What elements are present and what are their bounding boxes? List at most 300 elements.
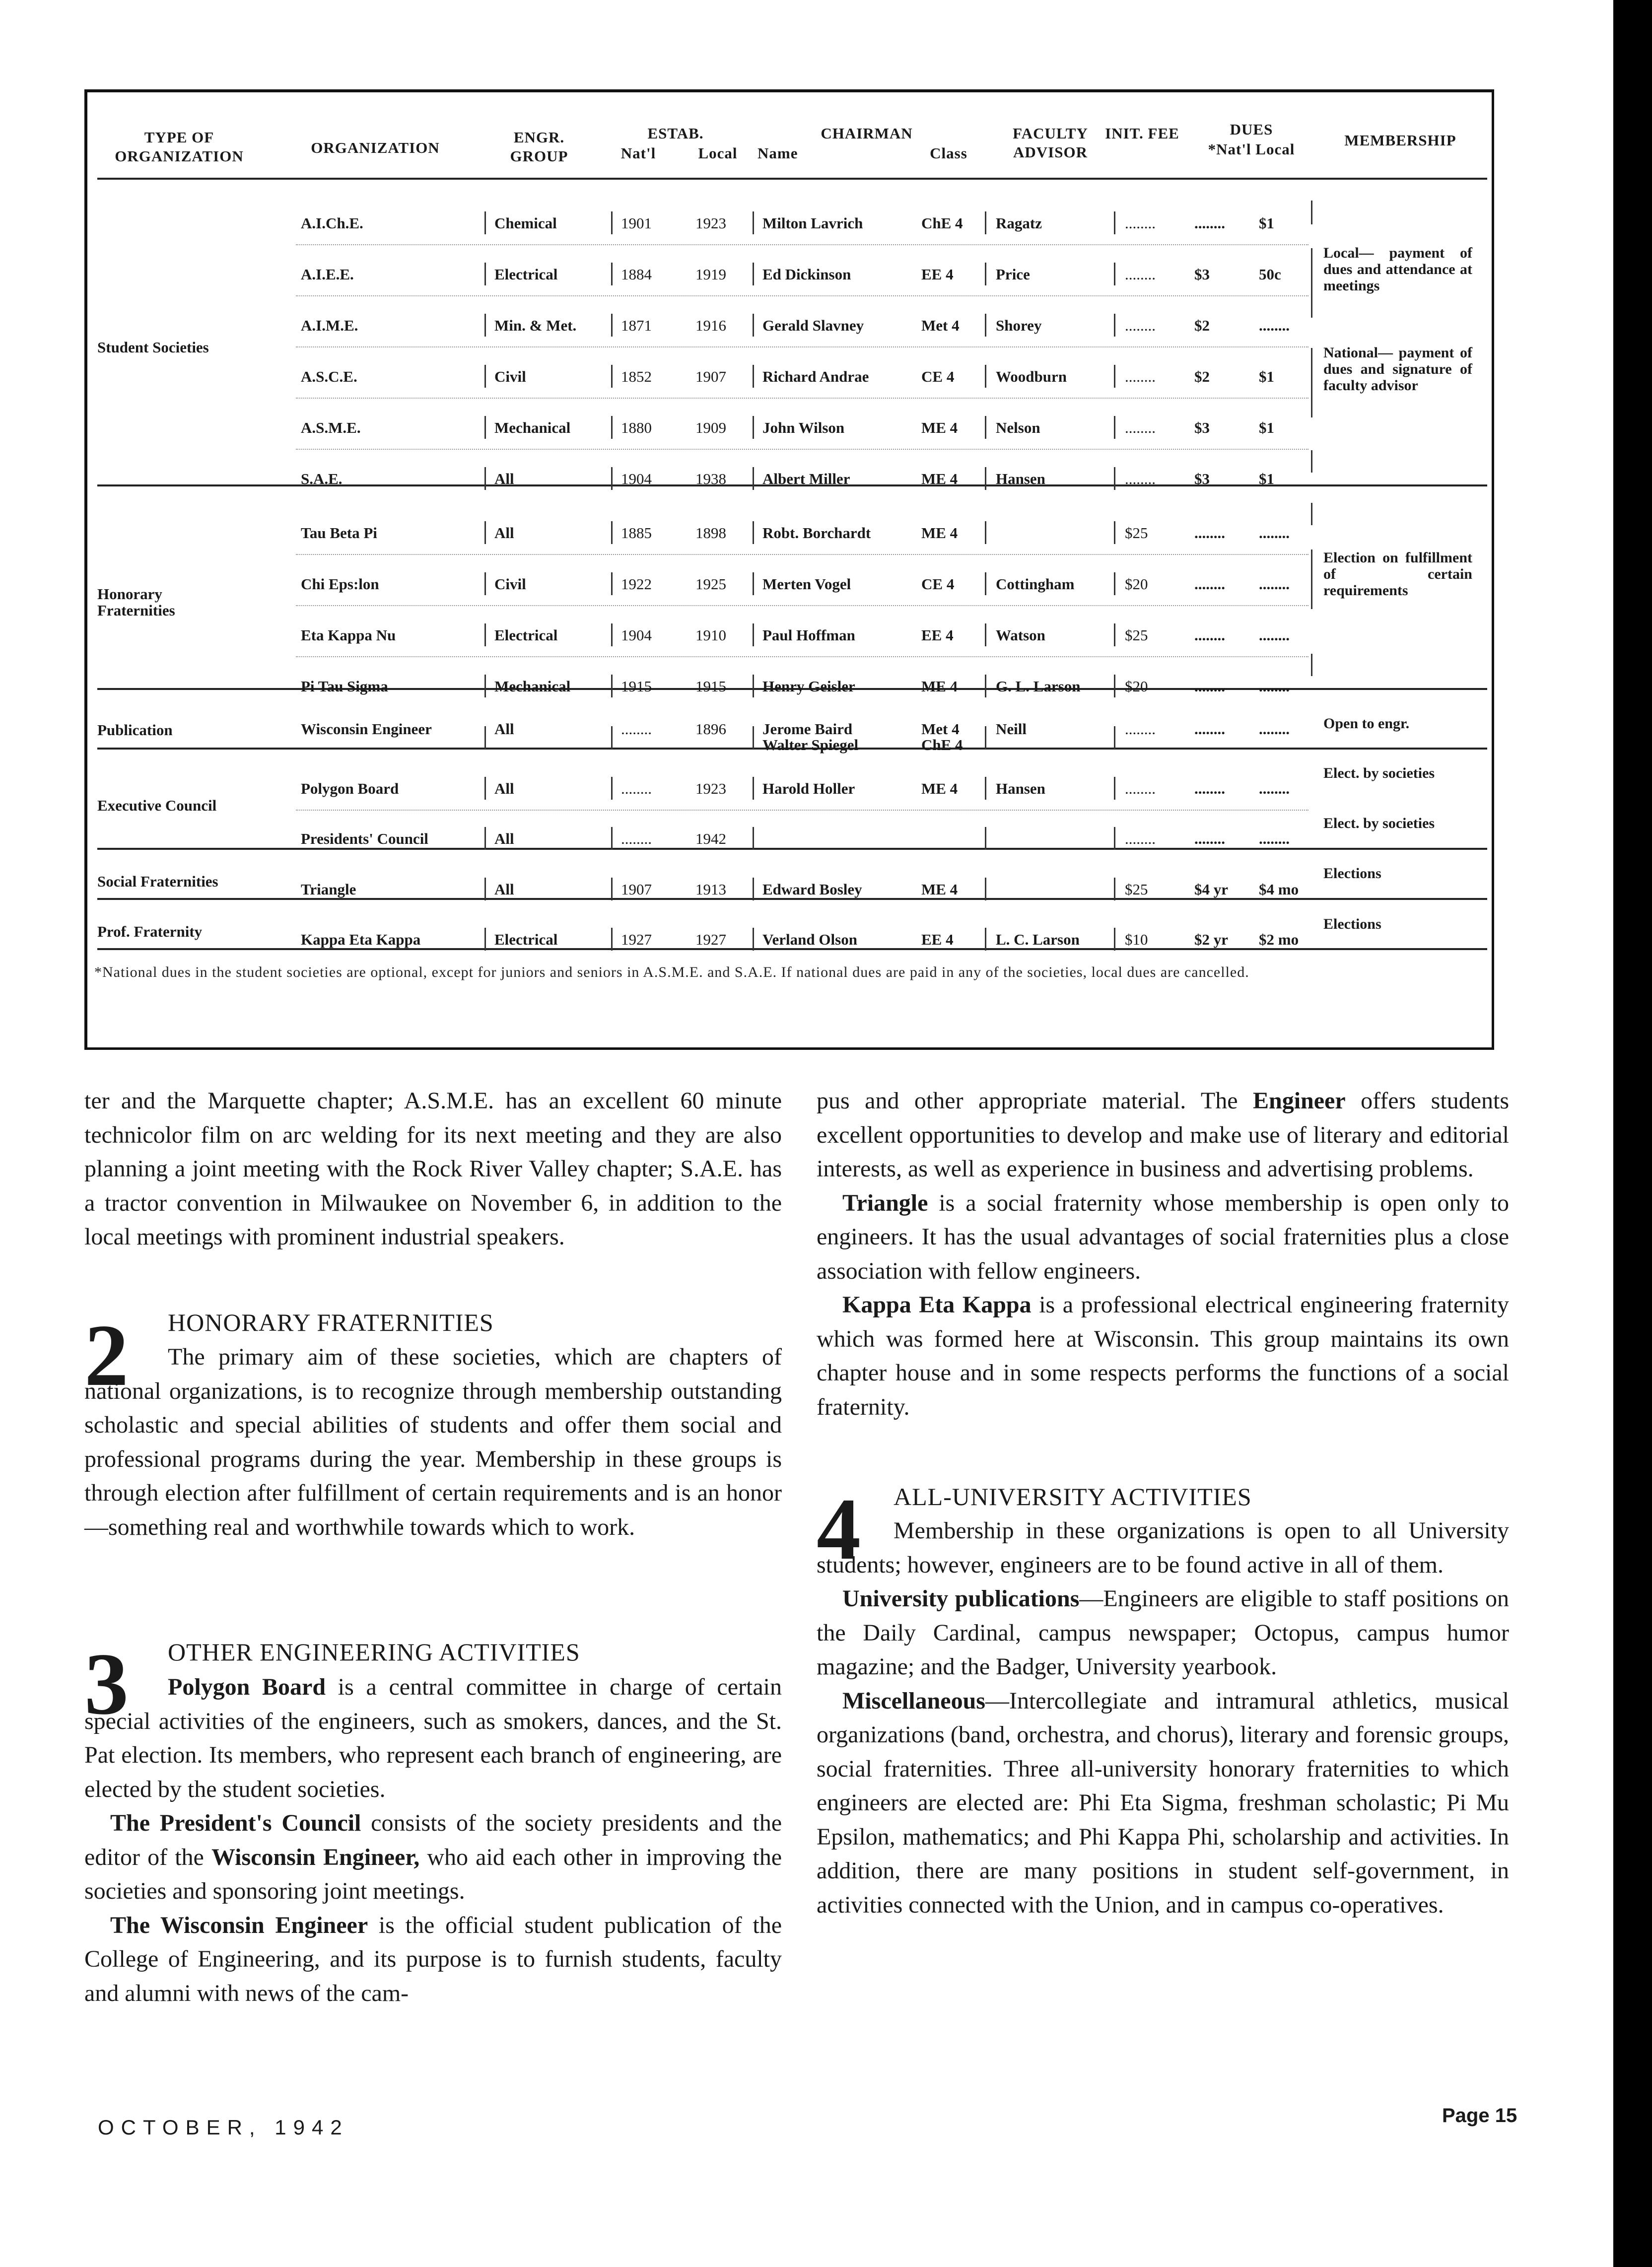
column-bar [753, 416, 754, 439]
column-bar [611, 675, 613, 697]
column-bar [1114, 365, 1115, 388]
column-bar [753, 263, 754, 285]
up-bold: University publications [842, 1585, 1080, 1612]
right-intro-paragraph [817, 1084, 1509, 1186]
cell-engr-group: Civil [494, 575, 526, 593]
cell-estab-local: 1919 [695, 266, 726, 283]
separator-executive [97, 848, 1487, 850]
pc-text1: consists of the society presidents and the editor of the [84, 1810, 782, 1870]
triangle-bold: Triangle [842, 1189, 928, 1216]
we-bold: The Wisconsin Engineer [110, 1912, 368, 1938]
cell-estab-local: 1898 [695, 524, 726, 542]
cell-chairman-class: ME 4 [921, 678, 958, 695]
cell-organization: Tau Beta Pi [301, 524, 377, 542]
cell-dues-natl: ........ [1194, 214, 1225, 232]
cell-estab-local: 1916 [695, 317, 726, 334]
cell-init-fee: ........ [1125, 780, 1156, 797]
cell-dues-local: $1 [1259, 368, 1274, 385]
row-separator [296, 295, 1308, 297]
column-bar [985, 928, 986, 951]
cell-chairman-class: ME 4 [921, 881, 958, 898]
cell-faculty-advisor: Nelson [996, 419, 1040, 436]
column-bar [1114, 726, 1115, 749]
membership-bar [1311, 201, 1312, 224]
column-bar [1114, 416, 1115, 439]
cell-dues-local: ........ [1259, 626, 1290, 644]
cell-estab-local: 1942 [695, 830, 726, 847]
column-bar [753, 314, 754, 337]
column-bar [484, 675, 486, 697]
table-footnote: *National dues in the student societies are optional, except for juniors and seniors in A.S.M.E. and S.A.E. If national dues are paid in any of the societies, local dues are cancelled. [94, 964, 1249, 980]
misc-bold: Miscellaneous [842, 1687, 985, 1714]
cell-chairman-class: ME 4 [921, 470, 958, 487]
pc-text2: who aid each other in improving the societies and sponsoring joint meetings. [84, 1844, 782, 1904]
column-bar [753, 467, 754, 490]
cell-dues-natl: ........ [1194, 626, 1225, 644]
right-intro-text2: offers students excellent opportunities to develop and make use of literary and editorial interests, as well as experience in business and advertising problems. [817, 1088, 1510, 1182]
column-bar [611, 365, 613, 388]
cell-chairman-name: Harold Holler [762, 780, 855, 797]
cell-organization: A.I.Ch.E. [301, 214, 363, 232]
column-bar [611, 467, 613, 490]
membership-bar [1311, 550, 1312, 609]
univ-publications-paragraph [817, 1582, 1509, 1684]
cell-organization: A.I.E.E. [301, 266, 354, 283]
section-3-title: OTHER ENGINEERING ACTIVITIES [168, 1638, 580, 1666]
cell-chairman-name: Jerome Baird [762, 720, 853, 738]
column-bar [484, 726, 486, 749]
column-bar [484, 623, 486, 646]
type-publication: Publication [97, 721, 173, 739]
cell-chairman-class: CE 4 [921, 368, 955, 385]
membership-kek: Elections [1323, 916, 1381, 932]
cell-organization: Polygon Board [301, 780, 399, 797]
cell-dues-natl: ........ [1194, 780, 1225, 797]
cell-engr-group: Electrical [494, 266, 558, 283]
header-engr-group: ENGR. GROUP [510, 129, 568, 165]
cell-faculty-advisor: Watson [996, 626, 1045, 644]
cell-chairman-class: ME 4 [921, 780, 958, 797]
cell-init-fee: ........ [1125, 368, 1156, 385]
column-bar [1114, 623, 1115, 646]
header-init-fee: INIT. FEE [1105, 125, 1179, 142]
cell-init-fee: $20 [1125, 575, 1148, 593]
column-bar [611, 878, 613, 900]
cell-init-fee: ........ [1125, 266, 1156, 283]
cell-estab-local: 1915 [695, 678, 726, 695]
column-bar [611, 777, 613, 800]
cell-organization: A.S.M.E. [301, 419, 361, 436]
cell-chairman-class: Met 4 [921, 317, 960, 334]
right-column-top [817, 1084, 1509, 1424]
section-2-body [84, 1340, 782, 1544]
column-bar [985, 211, 986, 234]
cell-chairman-name-second: Walter Spiegel [762, 736, 859, 754]
column-bar [753, 878, 754, 900]
cell-organization: Chi Eps:lon [301, 575, 379, 593]
column-bar [753, 675, 754, 697]
column-bar [484, 211, 486, 234]
cell-estab-natl: 1907 [621, 881, 652, 898]
header-faculty-advisor: FACULTY ADVISOR [1013, 125, 1088, 161]
column-bar [1114, 467, 1115, 490]
kek-bold: Kappa Eta Kappa [842, 1292, 1032, 1318]
row-separator [296, 244, 1308, 246]
cell-chairman-class: CE 4 [921, 575, 955, 593]
column-bar [611, 827, 613, 850]
section-2-number: 2 [84, 1306, 129, 1404]
column-bar [1114, 263, 1115, 285]
type-social-fraternities: Social Fraternities [97, 873, 218, 890]
row-separator [296, 449, 1308, 451]
cell-chairman-name: Verland Olson [762, 931, 857, 948]
column-bar [611, 726, 613, 749]
cell-engr-group: Civil [494, 368, 526, 385]
column-bar [1114, 521, 1115, 544]
cell-dues-natl: ........ [1194, 830, 1225, 847]
cell-dues-natl: $3 [1194, 470, 1210, 487]
miscellaneous-paragraph [817, 1684, 1509, 1923]
section-4-body [817, 1514, 1509, 1922]
column-bar [484, 521, 486, 544]
column-bar [611, 623, 613, 646]
cell-dues-natl: ........ [1194, 524, 1225, 542]
column-bar [985, 675, 986, 697]
header-separator [97, 178, 1487, 180]
column-bar [1114, 777, 1115, 800]
column-bar [484, 928, 486, 951]
column-bar [484, 467, 486, 490]
cell-chairman-class: EE 4 [921, 266, 954, 283]
column-bar [484, 314, 486, 337]
cell-engr-group: All [494, 470, 514, 487]
up-text: —Engineers are eligible to staff positions on the Daily Cardinal, campus newspaper; Octopus, campus humor magazine; and the Badger, University yearbook. [817, 1585, 1510, 1680]
cell-dues-natl: $2 [1194, 368, 1210, 385]
cell-chairman-name: John Wilson [762, 419, 845, 436]
right-intro-bold: Engineer [1253, 1088, 1346, 1114]
column-bar [1114, 675, 1115, 697]
cell-chairman-name: Merten Vogel [762, 575, 851, 593]
cell-estab-natl: ........ [621, 720, 652, 738]
cell-faculty-advisor: Price [996, 266, 1030, 283]
column-bar [484, 827, 486, 850]
column-bar [985, 467, 986, 490]
section-3-number: 3 [84, 1635, 129, 1733]
cell-dues-local: ........ [1259, 830, 1290, 847]
column-bar [985, 365, 986, 388]
cell-organization: A.I.M.E. [301, 317, 358, 334]
header-type: TYPE OF ORGANIZATION [115, 129, 244, 165]
kek-text: is a professional electrical engineering fraternity which was formed here at Wisconsin. This group maintains its own chapter house and in some respects performs the functions of a social fraternity. [817, 1292, 1509, 1420]
cell-estab-local: 1927 [695, 931, 726, 948]
cell-dues-local: $2 mo [1259, 931, 1299, 948]
cell-estab-local: 1925 [695, 575, 726, 593]
cell-estab-local: 1907 [695, 368, 726, 385]
cell-faculty-advisor: L. C. Larson [996, 931, 1080, 948]
membership-presidents: Elect. by societies [1323, 815, 1435, 831]
column-bar [753, 726, 754, 749]
cell-estab-natl: 1880 [621, 419, 652, 436]
triangle-text: is a social fraternity whose membership is open only to engineers. It has the usual advantages of social fraternities plus a close association with fellow engineers. [817, 1189, 1509, 1284]
cell-init-fee: ........ [1125, 830, 1156, 847]
cell-engr-group: All [494, 881, 514, 898]
cell-chairman-class: EE 4 [921, 931, 954, 948]
cell-estab-natl: ........ [621, 780, 652, 797]
section-2-title: HONORARY FRATERNITIES [168, 1308, 494, 1336]
we-text: is the official student publication of the College of Engineering, and its purpose is to furnish students, faculty and alumni with news of the cam- [84, 1912, 782, 2006]
membership-local: Local— payment of dues and attendance at meetings [1323, 245, 1472, 294]
cell-dues-natl: $4 yr [1194, 881, 1229, 898]
cell-estab-local: 1923 [695, 214, 726, 232]
column-bar [1114, 928, 1115, 951]
column-bar [1114, 878, 1115, 900]
pc-bold2: Wisconsin Engineer, [211, 1844, 420, 1870]
cell-organization: Eta Kappa Nu [301, 626, 396, 644]
cell-init-fee: $10 [1125, 931, 1148, 948]
cell-estab-natl: 1852 [621, 368, 652, 385]
column-bar [985, 726, 986, 749]
cell-chairman-name: Henry Geisler [762, 678, 855, 695]
cell-faculty-advisor: Hansen [996, 470, 1045, 487]
cell-chairman-name: Edward Bosley [762, 881, 862, 898]
cell-engr-group: All [494, 830, 514, 847]
section-4-title: ALL-UNIVERSITY ACTIVITIES [894, 1483, 1252, 1511]
column-bar [484, 878, 486, 900]
column-bar [611, 263, 613, 285]
triangle-paragraph [817, 1186, 1509, 1289]
column-bar [1114, 314, 1115, 337]
header-membership: MEMBERSHIP [1344, 132, 1456, 149]
column-bar [611, 521, 613, 544]
cell-dues-local: ........ [1259, 317, 1290, 334]
column-bar [611, 314, 613, 337]
column-bar [484, 777, 486, 800]
cell-estab-local: 1896 [695, 720, 726, 738]
left-intro-text [84, 1084, 782, 1254]
header-dues-sub: *Nat'l Local [1208, 140, 1295, 158]
cell-estab-natl: 1871 [621, 317, 652, 334]
cell-dues-local: $1 [1259, 470, 1274, 487]
column-bar [753, 572, 754, 595]
section-4-paragraph: Membership in these organizations is open to all University students; however, engineers are to be found active in all of them. [817, 1517, 1509, 1578]
cell-dues-local: ........ [1259, 575, 1290, 593]
cell-estab-natl: 1915 [621, 678, 652, 695]
column-bar [753, 623, 754, 646]
wisconsin-engineer-paragraph [84, 1909, 782, 2011]
column-bar [985, 827, 986, 850]
cell-organization: Kappa Eta Kappa [301, 931, 421, 948]
footer-page-number: Page 15 [1442, 2105, 1517, 2127]
cell-dues-local: $1 [1259, 214, 1274, 232]
cell-chairman-name: Milton Lavrich [762, 214, 863, 232]
cell-engr-group: Chemical [494, 214, 557, 232]
cell-organization: Triangle [301, 881, 356, 898]
footer-date: OCTOBER, 1942 [98, 2116, 349, 2139]
cell-dues-natl: ........ [1194, 720, 1225, 738]
row-separator [296, 398, 1308, 400]
cell-init-fee: ........ [1125, 720, 1156, 738]
cell-chairman-name: Albert Miller [762, 470, 850, 487]
membership-honorary: Election on fulfillment of certain requirements [1323, 550, 1472, 599]
row-separator [296, 346, 1308, 348]
cell-estab-local: 1910 [695, 626, 726, 644]
column-bar [611, 572, 613, 595]
cell-dues-local: $4 mo [1259, 881, 1299, 898]
column-bar [753, 211, 754, 234]
header-dues: DUES [1230, 121, 1273, 138]
cell-chairman-class: EE 4 [921, 626, 954, 644]
row-separator [296, 656, 1308, 658]
membership-bar [1311, 348, 1312, 417]
column-bar [484, 263, 486, 285]
cell-organization: A.S.C.E. [301, 368, 357, 385]
column-bar [753, 365, 754, 388]
cell-estab-natl: 1904 [621, 470, 652, 487]
column-bar [985, 572, 986, 595]
cell-init-fee: $20 [1125, 678, 1148, 695]
column-bar [1114, 572, 1115, 595]
column-bar [753, 928, 754, 951]
organizations-table [84, 89, 1494, 1050]
cell-faculty-advisor: G. L. Larson [996, 678, 1081, 695]
cell-chairman-name: Richard Andrae [762, 368, 869, 385]
cell-engr-group: All [494, 524, 514, 542]
cell-chairman-class: ChE 4 [921, 214, 963, 232]
kek-paragraph [817, 1288, 1509, 1424]
cell-engr-group: Electrical [494, 626, 558, 644]
cell-organization: Pi Tau Sigma [301, 678, 388, 695]
column-bar [753, 777, 754, 800]
header-chairman-class: Class [930, 144, 967, 162]
cell-faculty-advisor: Hansen [996, 780, 1045, 797]
type-prof-fraternity: Prof. Fraternity [97, 923, 203, 940]
cell-estab-local: 1913 [695, 881, 726, 898]
row-separator [296, 810, 1308, 812]
cell-dues-natl: $3 [1194, 266, 1210, 283]
column-bar [985, 314, 986, 337]
header-chairman-name: Name [757, 144, 798, 162]
membership-publication: Open to engr. [1323, 715, 1410, 732]
cell-chairman-class-second: ChE 4 [921, 736, 963, 754]
header-estab-local: Local [698, 144, 738, 162]
membership-bar [1311, 654, 1312, 676]
cell-engr-group: Mechanical [494, 419, 571, 436]
section-3-body [84, 1670, 782, 2010]
column-bar [611, 416, 613, 439]
cell-chairman-class: ME 4 [921, 524, 958, 542]
cell-chairman-class: Met 4 [921, 720, 960, 738]
cell-dues-natl: $2 yr [1194, 931, 1229, 948]
cell-dues-local: ........ [1259, 780, 1290, 797]
polygon-bold: Polygon Board [168, 1674, 326, 1700]
membership-bar [1311, 450, 1312, 473]
type-executive-council: Executive Council [97, 797, 217, 814]
header-chairman: CHAIRMAN [821, 125, 913, 142]
cell-engr-group: Min. & Met. [494, 317, 577, 334]
cell-organization: Wisconsin Engineer [301, 720, 432, 738]
column-bar [985, 878, 986, 900]
cell-dues-local: $1 [1259, 419, 1274, 436]
header-estab-natl: Nat'l [620, 144, 656, 162]
header-organization: ORGANIZATION [311, 139, 440, 156]
cell-init-fee: ........ [1125, 470, 1156, 487]
cell-dues-local: ........ [1259, 678, 1290, 695]
column-bar [985, 416, 986, 439]
cell-engr-group: All [494, 780, 514, 797]
membership-bar [1311, 503, 1312, 525]
cell-init-fee: ........ [1125, 317, 1156, 334]
cell-dues-local: 50c [1259, 266, 1281, 283]
membership-triangle: Elections [1323, 865, 1381, 882]
cell-engr-group: All [494, 720, 514, 738]
column-bar [985, 263, 986, 285]
column-bar [753, 521, 754, 544]
cell-dues-natl: $2 [1194, 317, 1210, 334]
cell-organization: Presidents' Council [301, 830, 428, 847]
cell-estab-natl: 1884 [621, 266, 652, 283]
cell-faculty-advisor: Neill [996, 720, 1027, 738]
polygon-paragraph [84, 1670, 782, 1806]
cell-estab-natl: 1922 [621, 575, 652, 593]
cell-chairman-class: ME 4 [921, 419, 958, 436]
cell-estab-natl: 1901 [621, 214, 652, 232]
right-intro-text1: pus and other appropriate material. The [817, 1088, 1253, 1114]
cell-faculty-advisor: Woodburn [996, 368, 1067, 385]
row-separator [296, 605, 1308, 607]
cell-faculty-advisor: Ragatz [996, 214, 1042, 232]
cell-faculty-advisor: Cottingham [996, 575, 1075, 593]
column-bar [753, 827, 754, 850]
column-bar [611, 211, 613, 234]
section-4-number: 4 [817, 1480, 861, 1578]
column-bar [611, 928, 613, 951]
cell-init-fee: $25 [1125, 881, 1148, 898]
cell-estab-natl: 1927 [621, 931, 652, 948]
cell-dues-local: ........ [1259, 720, 1290, 738]
cell-chairman-name: Ed Dickinson [762, 266, 851, 283]
cell-engr-group: Electrical [494, 931, 558, 948]
cell-estab-natl: ........ [621, 830, 652, 847]
cell-chairman-name: Gerald Slavney [762, 317, 864, 334]
cell-init-fee: ........ [1125, 214, 1156, 232]
cell-dues-local: ........ [1259, 524, 1290, 542]
cell-dues-natl: ........ [1194, 575, 1225, 593]
column-bar [1114, 211, 1115, 234]
scan-edge-bar [1613, 0, 1652, 2267]
column-bar [985, 521, 986, 544]
polygon-text: is a central committee in charge of certain special activities of the engineers, such as smokers, dances, and the St. Pat election. Its members, who represent each branch of engineering, are elected by the student societies. [84, 1674, 782, 1802]
row-separator [296, 554, 1308, 556]
membership-polygon: Elect. by societies [1323, 765, 1435, 781]
cell-estab-local: 1909 [695, 419, 726, 436]
cell-organization: S.A.E. [301, 470, 343, 487]
cell-estab-natl: 1885 [621, 524, 652, 542]
cell-init-fee: $25 [1125, 626, 1148, 644]
type-student-societies: Student Societies [97, 339, 209, 356]
cell-faculty-advisor: Shorey [996, 317, 1042, 334]
pc-bold: The President's Council [110, 1810, 361, 1836]
presidents-council-paragraph [84, 1806, 782, 1909]
column-bar [484, 572, 486, 595]
cell-dues-natl: $3 [1194, 419, 1210, 436]
cell-estab-natl: 1904 [621, 626, 652, 644]
type-honorary-fraternities: Honorary Fraternities [97, 585, 175, 619]
column-bar [985, 777, 986, 800]
section-2-paragraph: The primary aim of these societies, which are chapters of national organizations, is to recognize through membership outstanding scholastic and special abilities of students and offer them social and professional programs during the year. Membership in these groups is through election after fulfillment of certain requirements and is an honor—something real and worthwhile towards which to work. [84, 1344, 782, 1540]
column-bar [985, 623, 986, 646]
membership-bar [1311, 248, 1312, 318]
cell-init-fee: $25 [1125, 524, 1148, 542]
